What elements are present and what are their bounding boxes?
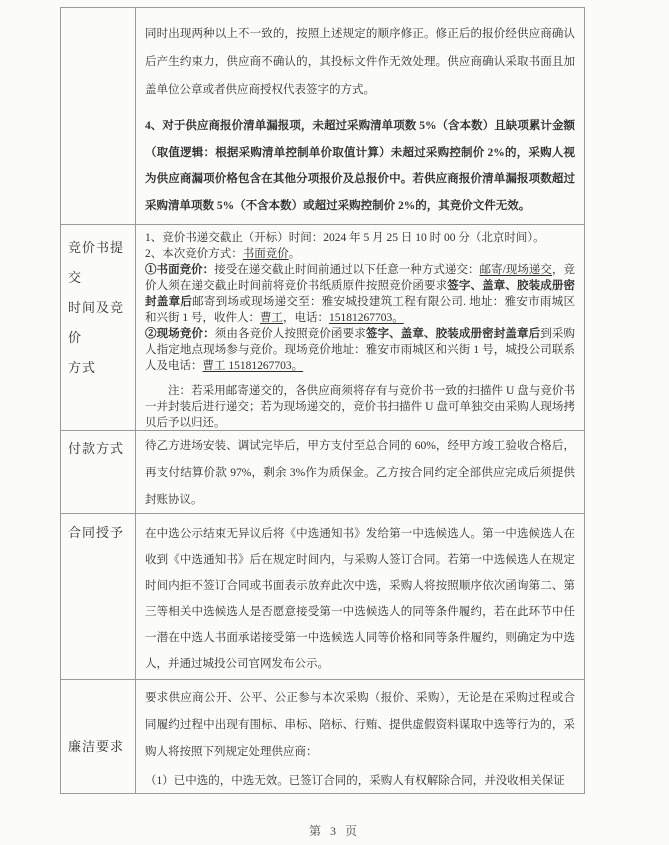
table-row-integrity-requirements: [61, 679, 584, 793]
cell-paragraph: 4、对于供应商报价清单漏报项，未超过采购清单项数 5%（含本数）且缺项累计金额（取值逻辑：根据采购清单控制单价取值计算）未超过采购控制价 2%的，采购人视为供应商漏项价格包含在其他分项报价及总报价中。若供应商报价清单漏报项数超过采购清单项数 5%（不含本数）或超过采购控制价 2%的，其竞价文件无效。: [145, 120, 575, 212]
cell-paragraph: ①书面竞价：接受在递交截止时间前通过以下任意一种方式递交：邮寄/现场递交，竞价人须在递交截止时间前将竞价书纸质原件按照竞价函要求签字、盖章、胶装成册密封盖章后邮寄到场或现场递交至：雅安城投建筑工程有限公司. 地址：雅安市雨城区和兴街 1 号，收件人：曹工，电话：15181267703。: [145, 264, 576, 324]
row-label-line: 廉洁要求: [68, 739, 125, 754]
row-label-line: 时间及竞价: [68, 300, 125, 345]
cell-paragraph: ②现场竞价：须由各竞价人按照竞价函要求签字、盖章、胶装成册密封盖章后到采购人指定地点现场参与竞价。现场竞价地址：雅安市雨城区和兴街 1 号，城投公司联系人及电话：曹工 15181267703。: [145, 328, 575, 372]
procurement-notice-table: [60, 7, 585, 794]
table-row-contract-award: [61, 513, 584, 679]
row-label-line: 合同授予: [68, 525, 125, 540]
cell-integrity-details: [136, 680, 584, 793]
row-label-integrity: [61, 680, 136, 793]
cell-price-correction: [136, 8, 584, 224]
cell-submission-details: [136, 225, 584, 430]
row-label-line: 方式: [68, 360, 97, 375]
cell-paragraph: 同时出现两种以上不一致的，按照上述规定的顺序修正。修正后的报价经供应商确认后产生约束力，供应商不确认的，其投标文件作无效处理。供应商确认采取书面且加盖单位公章或者供应商授权代表签字的方式。: [145, 28, 575, 96]
table-row-price-correction: [61, 8, 584, 224]
row-label-contract-award: [61, 514, 136, 679]
cell-paragraph: 待乙方进场安装、调试完毕后，甲方支付至总合同的 60%，经甲方竣工验收合格后，再支付结算价款 97%，剩余 3%作为质保金。乙方按合同约定全部供应完成后须提供封账协议。: [145, 440, 575, 506]
row-label-line: 竞价书提交: [68, 240, 125, 285]
cell-paragraph: 注：若采用邮寄递交的，各供应商须将存有与竞价书一致的扫描件 U 盘与竞价书一并封装后进行递交；若为现场递交的，竞价书扫描件 U 盘可单独交由采购人现场拷贝后予以归还。: [145, 385, 575, 429]
row-label-payment: [61, 431, 136, 513]
row-label-line: 付款方式: [68, 441, 125, 456]
page-number: 第 3 页: [308, 824, 360, 838]
cell-contract-award-details: [136, 514, 584, 679]
cell-payment-details: [136, 431, 584, 513]
cell-paragraph: 在中选公示结束无异议后将《中选通知书》发给第一中选候选人。第一中选候选人在收到《中选通知书》后在规定时间内，与采购人签订合同。若第一中选候选人在规定时间内拒不签订合同或书面表示放弃此次中选，采购人将按照顺序依次函询第二、第三等相关中选候选人是否愿意接受第一中选候选人的同等条件履约，若在此环节中任一潜在中选人书面承诺接受第一中选候选人同等价格和同等条件履约，则确定为中选人，并通过城投公司官网发布公示。: [145, 528, 575, 670]
cell-paragraph: （1）已中选的，中选无效。已签订合同的，采购人有权解除合同，并没收相关保证: [145, 775, 565, 787]
cell-paragraph: 1、竞价书递交截止（开标）时间：2024 年 5 月 25 日 10 时 00 分（北京时间）。: [145, 232, 545, 244]
table-row-submission-time-method: [61, 224, 584, 430]
row-label-submission: [61, 225, 136, 430]
row-label-empty: [61, 8, 136, 224]
cell-paragraph: 要求供应商公开、公平、公正参与本次采购（报价、采购），无论是在采购过程或合同履约过程中出现有围标、串标、陪标、行贿、提供虚假资料谋取中选等行为的，采购人将按照下列规定处理供应商：: [145, 692, 575, 758]
table-row-payment-method: [61, 430, 584, 513]
cell-paragraph: 2、本次竞价方式：书面竞价。: [145, 248, 301, 260]
